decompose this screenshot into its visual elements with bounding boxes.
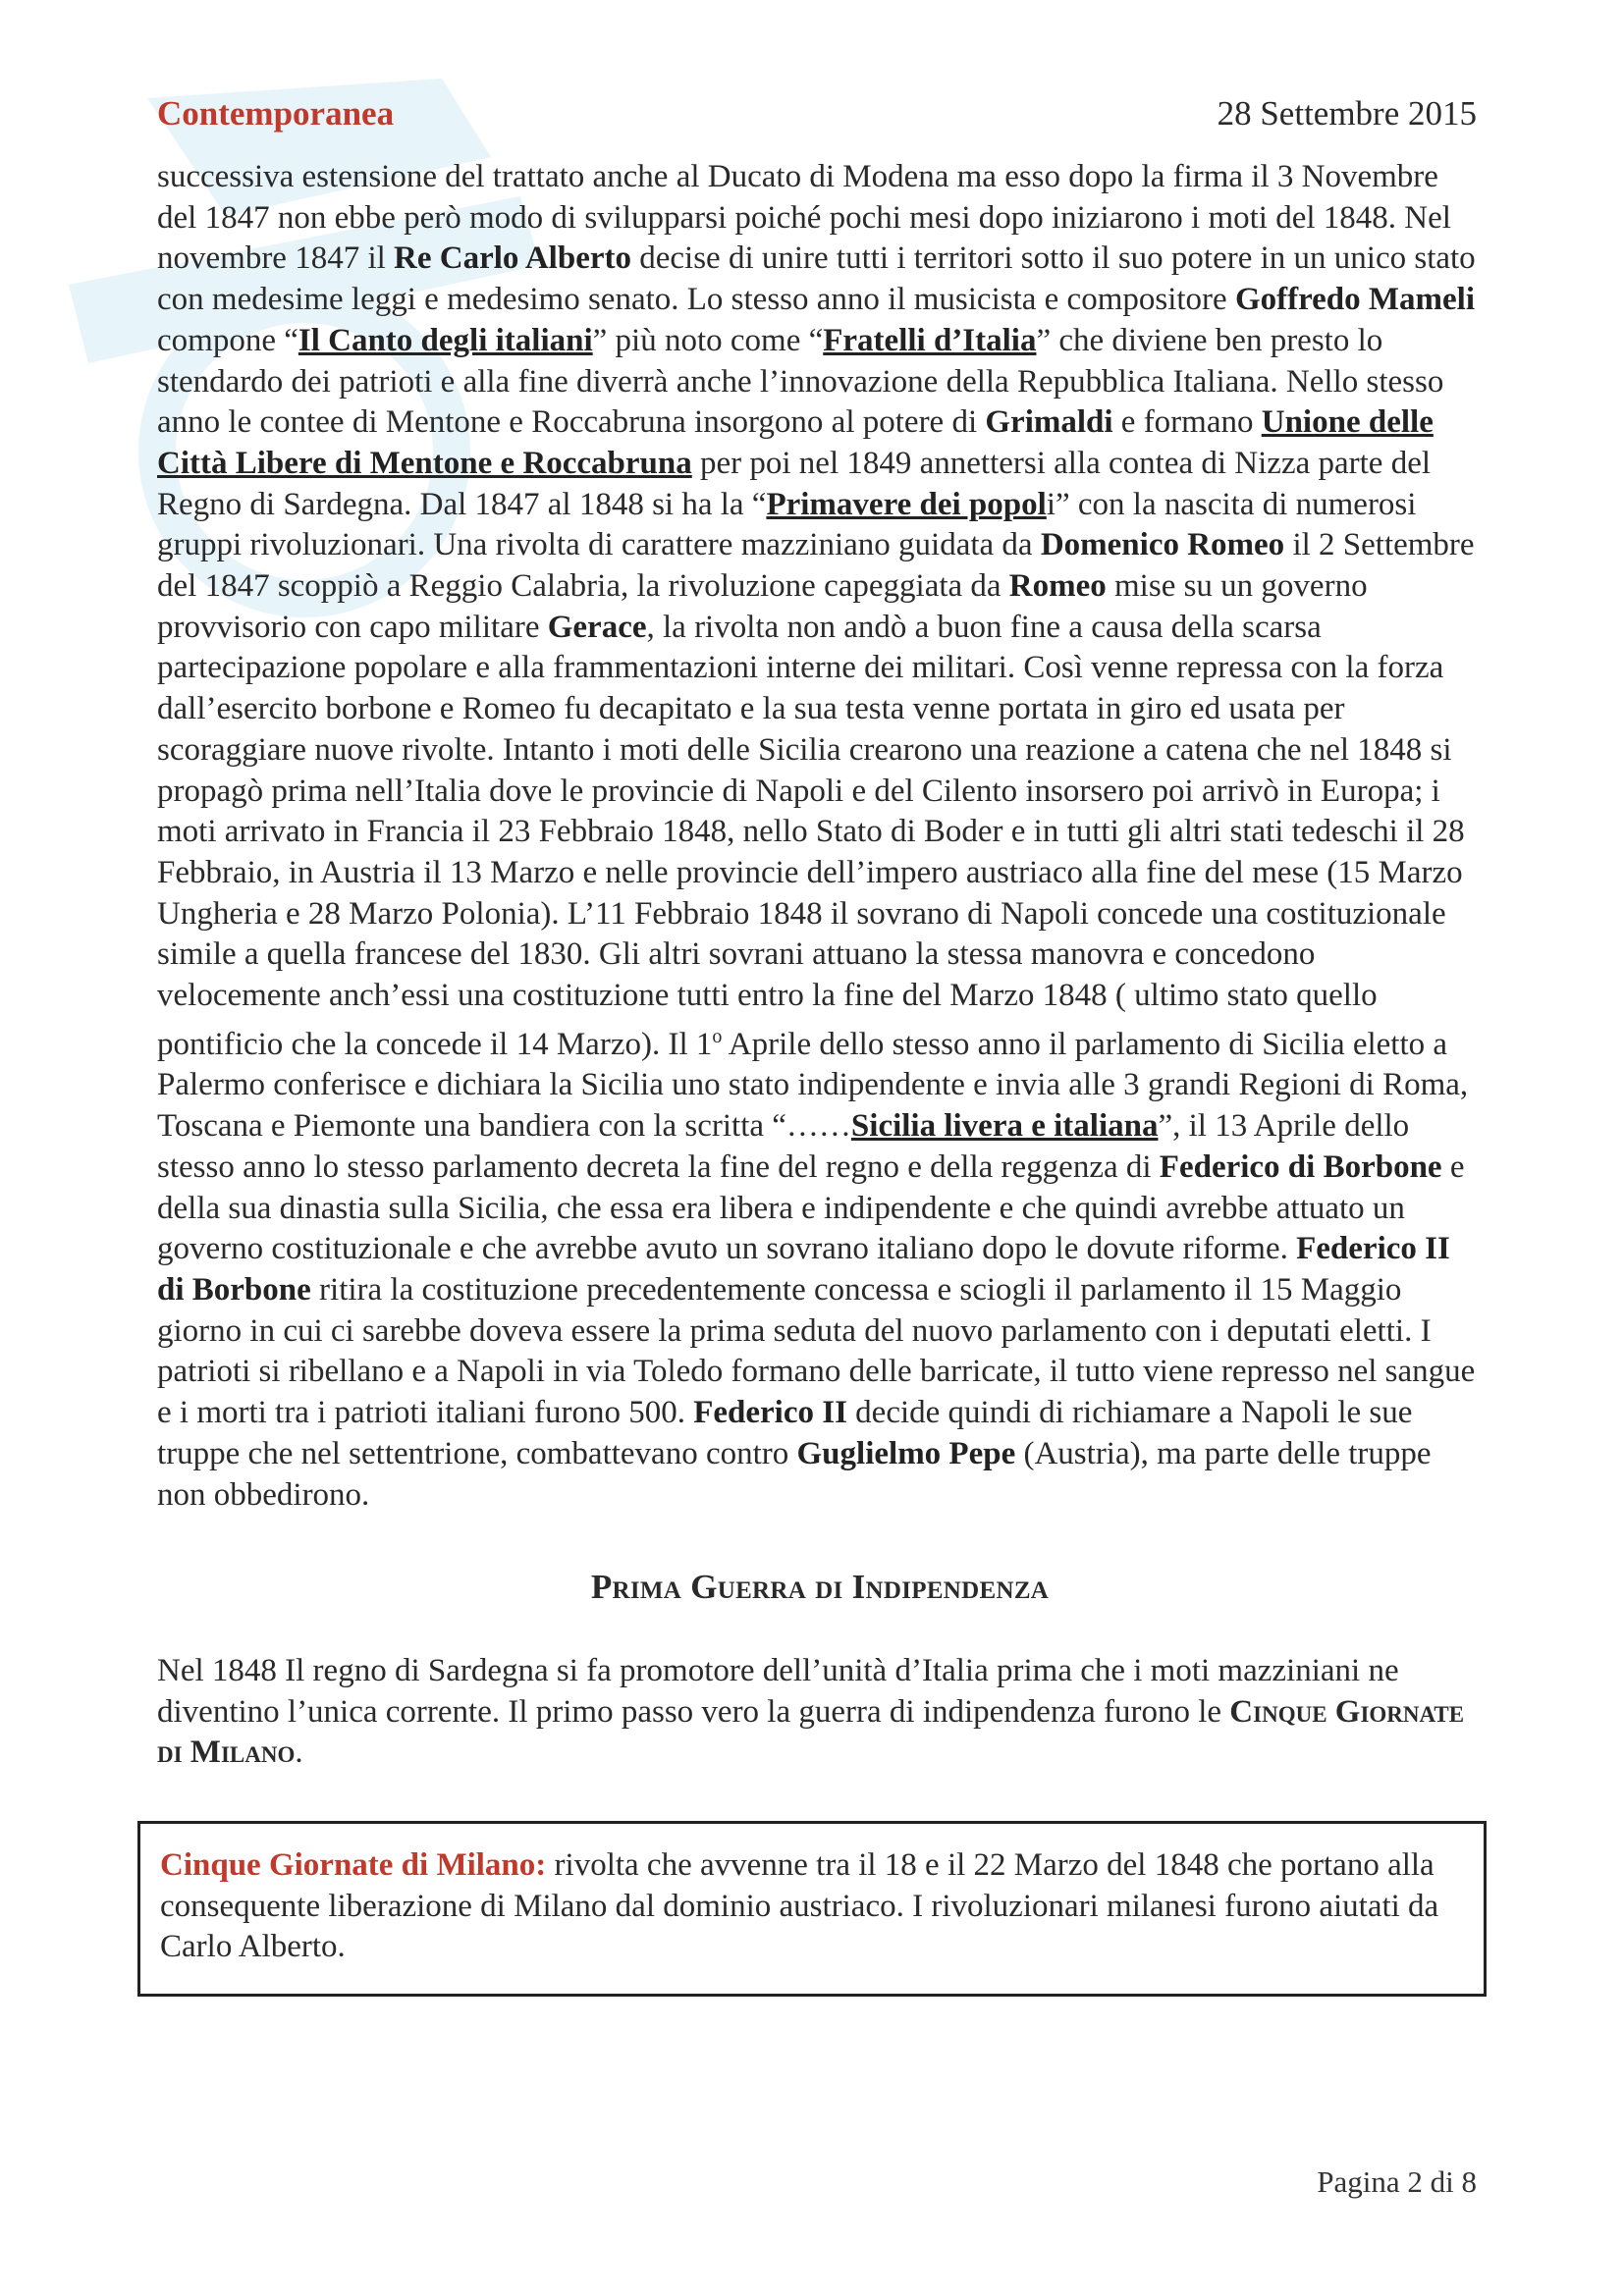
bold-name: Federico II	[693, 1395, 847, 1431]
small-caps-term: Cinque Giornate di Milano	[157, 1693, 1465, 1771]
ordinal-superscript: o	[712, 1025, 723, 1047]
text-run: ”, il 13 Aprile dello stesso anno lo stesso parlamento decreta la fine del regno e della reggenza di	[157, 1108, 1410, 1185]
intro-paragraph	[157, 1651, 1483, 1774]
underlined-title: Il Canto degli italiani	[298, 322, 593, 358]
text-run: Nel 1848 Il regno di Sardegna si fa promotore dell’unità d’Italia prima che i moti mazziniani ne diventino l’unica corrente. Il primo passo vero la guerra di indipendenza furono le	[157, 1652, 1399, 1730]
text-run: e formano	[1112, 404, 1262, 441]
underlined-title: Sicilia livera e italiana	[850, 1108, 1159, 1145]
page-content	[157, 157, 1483, 1997]
text-run: ” che diviene ben presto lo stendardo dei patrioti e alla fine diverrà anche l’innovazione della Repubblica Italiana. Nello stesso anno le contee di Mentone e Roccabruna insorgono al potere di	[157, 322, 1444, 441]
page-number: Pagina 2 di 8	[1317, 2164, 1477, 2199]
text-run: e della sua dinastia sulla Sicilia, che essa era libera e indipendente e che quindi avrebbe attuato un governo costituzionale e che avrebbe avuto un sovrano italiano dopo le dovute riforme.	[157, 1148, 1465, 1267]
text-run: successiva estensione del trattato anche al Ducato di Modena ma esso dopo la firma il 3 Novembre del 1847 non ebbe però modo di svilupparsi poiché pochi mesi dopo iniziarono i moti del 1848. Nel novembre 1847 il	[157, 159, 1451, 277]
text-run: (Austria), ma parte delle truppe non obbedirono.	[157, 1435, 1432, 1513]
bold-name: Federico II di Borbone	[157, 1231, 1450, 1308]
bold-name: Domenico Romeo	[1040, 527, 1285, 563]
text-run: per poi nel 1849 annettersi alla contea di Nizza parte del Regno di Sardegna. Dal 1847 al 1848 si ha la “	[157, 445, 1432, 522]
text-run: decise di unire tutti i territori sotto il suo potere in un unico stato con medesime leggi e medesimo senato. Lo stesso anno il musicista e compositore	[157, 240, 1476, 318]
underlined-title: Primavere dei popol	[766, 486, 1047, 522]
bold-name: Guglielmo Pepe	[796, 1435, 1016, 1471]
definition-term: Cinque Giornate di Milano:	[160, 1847, 547, 1884]
definition-box	[137, 1821, 1487, 1997]
text-run: il 2 Settembre del 1847 scoppiò a Reggio Calabria, la rivoluzione capeggiata da	[157, 527, 1475, 605]
text-run: .	[295, 1735, 303, 1771]
document-date: 28 Settembre 2015	[1217, 94, 1477, 133]
bold-name: Goffredo Mameli	[1234, 282, 1476, 318]
bold-name: Re Carlo Alberto	[394, 240, 631, 277]
text-run: i” con la nascita di numerosi gruppi rivoluzionari. Una rivolta di carattere mazziniano guidata da	[157, 486, 1417, 563]
text-run: mise su un governo provvisorio con capo militare	[157, 568, 1368, 645]
definition-text: rivolta che avvenne tra il 18 e il 22 Marzo del 1848 che portano alla consequente liberazione di Milano dal dominio austriaco. I rivoluzionari milanesi furono aiutati da Carlo Alberto.	[160, 1847, 1439, 1965]
text-run: ritira la costituzione precedentemente concessa e sciogli il parlamento il 15 Maggio giorno in cui ci sarebbe doveva essere la prima seduta del nuovo parlamento con i deputati eletti. I patrioti si ribellano e a Napoli in via Toledo formano delle barricate, il tutto viene represso nel sangue e i morti tra i patrioti italiani furono 500.	[157, 1271, 1476, 1431]
text-run: compone “	[157, 322, 298, 358]
bold-name: Grimaldi	[985, 404, 1113, 441]
bold-name: Romeo	[1008, 568, 1107, 605]
page-header	[157, 94, 1477, 133]
bold-name: Gerace	[547, 609, 647, 645]
text-run: Aprile dello stesso anno il parlamento di Sicilia eletto a Palermo conferisce e dichiara la Sicilia uno stato indipendente e invia alle 3 grandi Regioni di Roma, Toscana e Piemonte una bandiera con la scritta “……	[157, 1026, 1469, 1145]
text-run: ” più noto come “	[592, 322, 824, 358]
bold-name: Federico di Borbone	[1159, 1148, 1442, 1185]
text-run: decide quindi di richiamare a Napoli le sue truppe che nel settentrione, combattevano contro	[157, 1395, 1413, 1471]
underlined-title: Fratelli d’Italia	[823, 322, 1037, 358]
text-run: , la rivolta non andò a buon fine a causa della scarsa partecipazione popolare e alla frammentazioni interne dei militari. Così venne repressa con la forza dall’esercito borbone e Romeo fu decapitato e la sua testa venne portata in giro ed usata per scoraggiare nuove rivolte. Intanto i moti delle Sicilia crearono una reazione a catena che nel 1848 si propagò prima nell’Italia dove le provincie di Napoli e del Cilento insorsero poi arrivò in Europa; i moti arrivato in Francia il 23 Febbraio 1848, nello Stato di Boder e in tutti gli altri stati tedeschi il 28 Febbraio, in Austria il 13 Marzo e nelle provincie dell’impero austriaco alla fine del mese (15 Marzo Ungheria e 28 Marzo Polonia). L’11 Febbraio 1848 il sovrano di Napoli concede una costituzionale simile a quella francese del 1830. Gli altri sovrani attuano la stessa manovra e concedono velocemente anch’essi una costituzione tutti entro la fine del Marzo 1848 ( ultimo stato quello pontificio che la concede il 14 Marzo). Il 1	[157, 609, 1465, 1062]
section-heading: Prima Guerra di Indipendenza	[590, 1568, 1050, 1607]
main-paragraph	[157, 157, 1483, 1516]
document-title: Contemporanea	[157, 94, 395, 133]
underlined-title: Unione delle Città Libere di Mentone e Roccabruna	[157, 404, 1434, 481]
